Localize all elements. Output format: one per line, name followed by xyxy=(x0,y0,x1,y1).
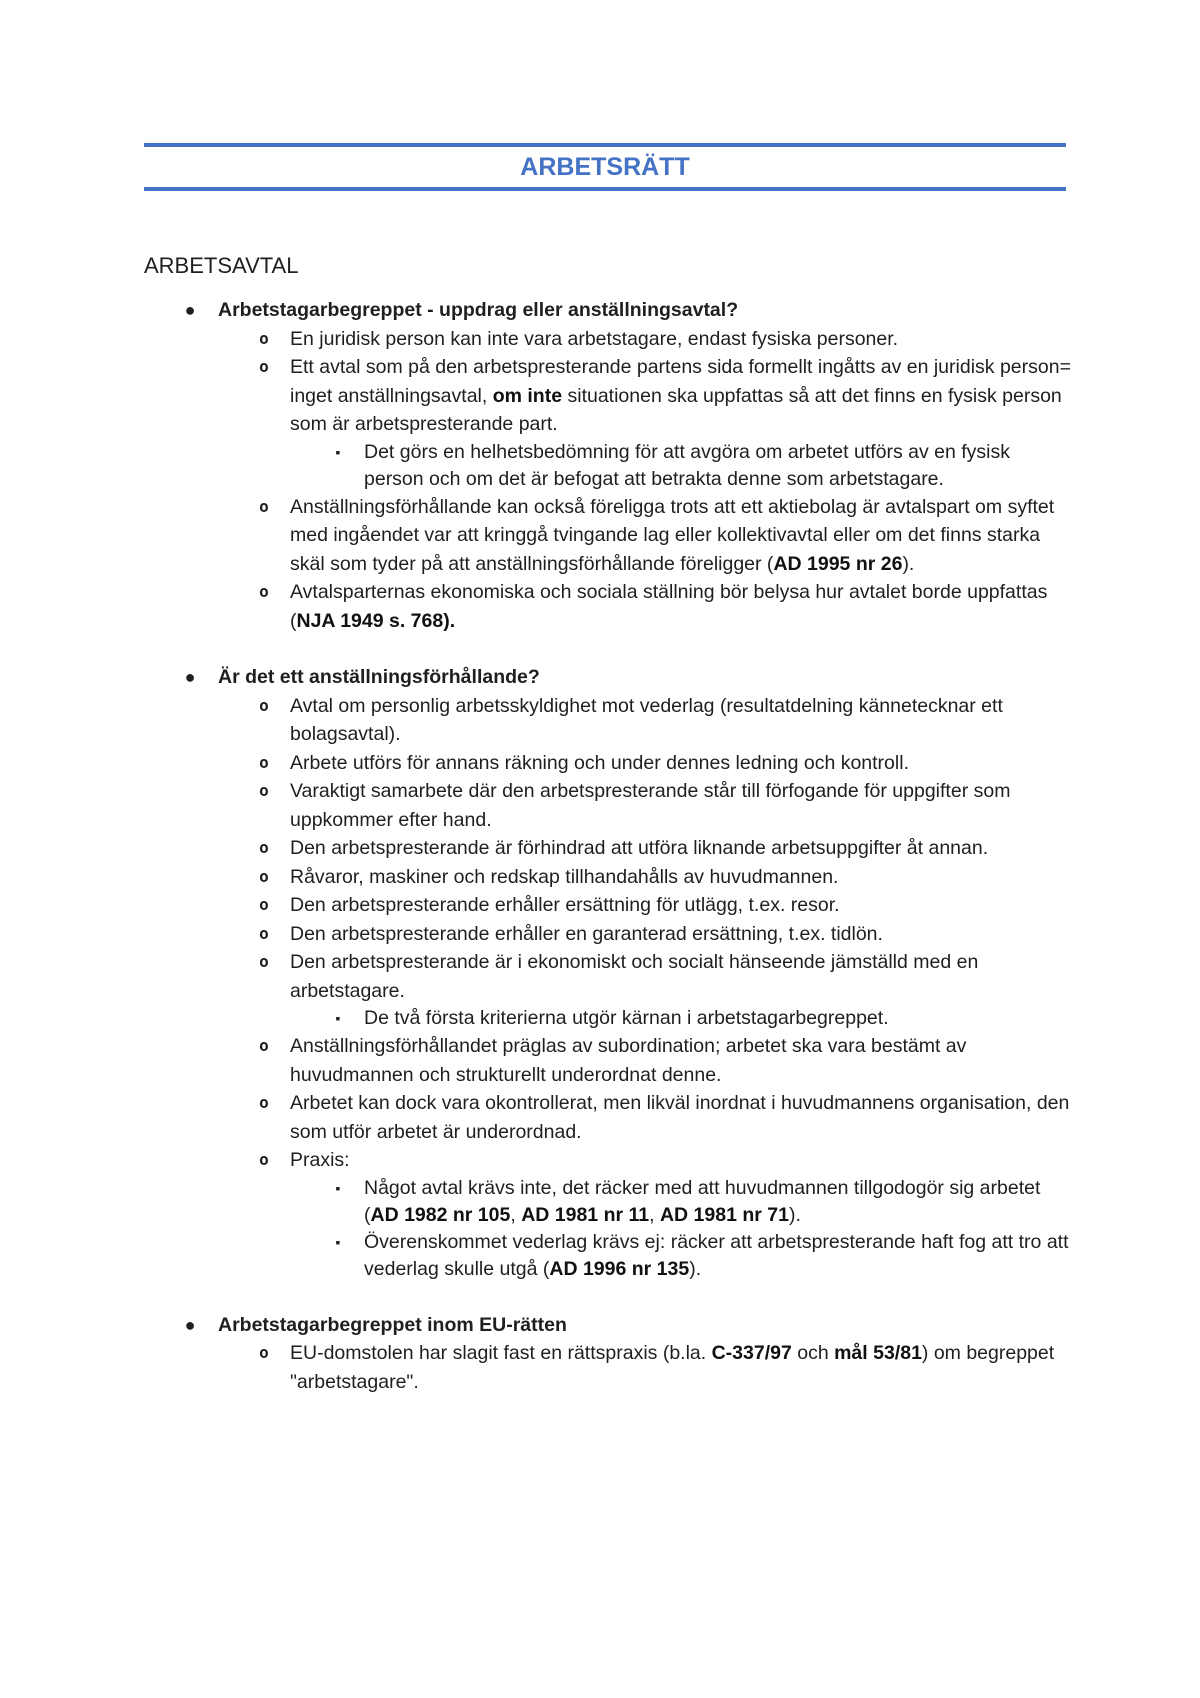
bold-reference: AD 1982 nr 105 xyxy=(370,1203,511,1226)
circle-bullet-icon: o xyxy=(259,752,269,772)
text-run: EU-domstolen har slagit fast en rättspraxis (b.la. xyxy=(290,1342,712,1364)
text-run: Ett avtal som på den arbetspresterande partens sida formellt ingåtts av en juridisk person= inget anställningsavtal, xyxy=(290,356,1071,407)
square-bullet-icon: ▪ xyxy=(335,443,341,460)
text-run: ). xyxy=(788,1203,801,1226)
text-run: och xyxy=(791,1342,835,1364)
text-run: Överenskommet vederlag krävs ej: räcker att arbetspresterande haft fog att tro att vederlag skulle utgå ( xyxy=(364,1230,1069,1280)
text-run: Varaktigt samarbete där den arbetspresterande står till förfogande för uppgifter som uppkommer efter hand. xyxy=(290,780,1011,831)
outline-section xyxy=(144,663,1074,1283)
square-bullet-icon: ▪ xyxy=(335,1233,341,1250)
text-run: Avtalsparternas ekonomiska och sociala ställning bör belysa hur avtalet borde uppfattas ( xyxy=(290,581,1048,632)
list-item xyxy=(144,749,1074,778)
bullet-dot-icon: ● xyxy=(184,1314,196,1335)
text-run: Den arbetspresterande är i ekonomiskt och socialt hänseende jämställd med en arbetstagare. xyxy=(290,951,979,1002)
text-run: Praxis: xyxy=(290,1149,350,1171)
bold-reference: om inte xyxy=(492,384,563,407)
list-item xyxy=(144,920,1074,949)
list-item xyxy=(144,1089,1074,1146)
bold-reference: NJA 1949 s. 768). xyxy=(296,609,456,632)
list-item xyxy=(144,353,1074,439)
text-run: Arbete utförs för annans räkning och under dennes ledning och kontroll. xyxy=(290,751,909,774)
bold-reference: C-337/97 xyxy=(711,1342,792,1364)
bold-reference: AD 1996 nr 135 xyxy=(549,1257,690,1280)
bullet-dot-icon: ● xyxy=(184,300,196,320)
document-title: ARBETSRÄTT xyxy=(520,153,690,181)
text-run: , xyxy=(649,1203,660,1226)
bullet-dot-icon: ● xyxy=(184,667,196,687)
text-run: Den arbetspresterande erhåller en garanterad ersättning, t.ex. tidlön. xyxy=(290,922,883,945)
list-item xyxy=(144,578,1074,635)
text-run: ). xyxy=(902,552,915,575)
bullet-heading xyxy=(144,1311,1074,1340)
bold-reference: AD 1981 nr 71 xyxy=(659,1203,789,1226)
bullet-heading-text: Arbetstagarbegreppet inom EU-rätten xyxy=(218,1313,567,1336)
circle-bullet-icon: o xyxy=(259,895,269,914)
circle-bullet-icon: o xyxy=(259,952,269,971)
text-run: ). xyxy=(689,1257,702,1280)
list-item xyxy=(144,834,1074,863)
square-bullet-icon: ▪ xyxy=(335,1010,341,1026)
circle-bullet-icon: o xyxy=(259,1093,269,1112)
bullet-heading xyxy=(144,663,1074,692)
text-run: Något avtal krävs inte, det räcker med att huvudmannen tillgodogör sig arbetet ( xyxy=(364,1176,1041,1226)
circle-bullet-icon: o xyxy=(259,781,269,800)
bullet-heading xyxy=(144,296,1074,325)
bullet-heading-text: Är det ett anställningsförhållande? xyxy=(218,666,540,688)
sub-list-item xyxy=(144,1229,1074,1283)
text-run: Det görs en helhetsbedömning för att avgöra om arbetet utförs av en fysisk person och om det är befogat att betrakta denne som arbetstagare. xyxy=(364,440,1011,490)
circle-bullet-icon: o xyxy=(259,357,269,376)
text-run: Anställningsförhållandet präglas av subordination; arbetet ska vara bestämt av huvudmannen och strukturellt underordnat denne. xyxy=(290,1035,967,1086)
sub-list-item xyxy=(144,1005,1074,1032)
document-body xyxy=(144,296,1074,1396)
section-heading: ARBETSAVTAL xyxy=(144,253,299,278)
circle-bullet-icon: o xyxy=(259,1036,269,1055)
list-item xyxy=(144,1146,1074,1175)
text-run: ) om begreppet "arbetstagare". xyxy=(290,1342,1055,1393)
list-item xyxy=(144,493,1074,579)
circle-bullet-icon: o xyxy=(259,1343,269,1362)
bullet-heading-text: Arbetstagarbegreppet - uppdrag eller anställningsavtal? xyxy=(218,299,739,321)
list-item xyxy=(144,948,1074,1005)
bold-reference: AD 1995 nr 26 xyxy=(773,552,903,575)
text-run: Råvaror, maskiner och redskap tillhandahålls av huvudmannen. xyxy=(290,865,839,888)
circle-bullet-icon: o xyxy=(259,695,269,715)
circle-bullet-icon: o xyxy=(259,1150,269,1169)
list-item xyxy=(144,863,1074,892)
outline-section xyxy=(144,296,1074,635)
outline-section xyxy=(144,1311,1074,1397)
circle-bullet-icon: o xyxy=(259,496,269,516)
bold-reference: mål 53/81 xyxy=(834,1342,922,1364)
text-run: Anställningsförhållande kan också föreligga trots att ett aktiebolag är avtalspart om syftet med ingåendet var att kringgå tvingande lag eller kollektivavtal eller om det finns starka skäl som tyder på att anställningsförhållande föreligger ( xyxy=(290,495,1055,575)
list-item xyxy=(144,891,1074,920)
circle-bullet-icon: o xyxy=(259,923,269,943)
circle-bullet-icon: o xyxy=(259,866,269,886)
text-run: Den arbetspresterande erhåller ersättning för utlägg, t.ex. resor. xyxy=(290,894,840,916)
list-item xyxy=(144,692,1074,749)
text-run: Arbetet kan dock vara okontrollerat, men likväl inordnat i huvudmannens organisation, den som utför arbetet är underordnad. xyxy=(290,1092,1070,1143)
bold-reference: AD 1981 nr 11 xyxy=(521,1203,650,1226)
list-item xyxy=(144,777,1074,834)
sub-list-item xyxy=(144,439,1074,493)
circle-bullet-icon: o xyxy=(259,838,269,857)
text-run: Avtal om personlig arbetsskyldighet mot vederlag (resultatdelning kännetecknar ett bolagsavtal). xyxy=(290,694,1003,745)
text-run: En juridisk person kan inte vara arbetstagare, endast fysiska personer. xyxy=(290,327,899,350)
text-run: , xyxy=(510,1203,522,1226)
square-bullet-icon: ▪ xyxy=(335,1179,341,1196)
list-item xyxy=(144,1339,1074,1396)
title-block xyxy=(144,143,1066,191)
text-run: situationen ska uppfattas så att det finns en fysisk person som är arbetspresterande part. xyxy=(290,384,1062,435)
circle-bullet-icon: o xyxy=(259,582,269,601)
title-rule-top xyxy=(144,143,1066,147)
title-rule-bottom xyxy=(144,187,1066,191)
text-run: Den arbetspresterande är förhindrad att utföra liknande arbetsuppgifter åt annan. xyxy=(290,837,989,859)
list-item xyxy=(144,1032,1074,1089)
text-run: De två första kriterierna utgör kärnan i arbetstagarbegreppet. xyxy=(364,1007,889,1029)
circle-bullet-icon: o xyxy=(259,328,269,348)
sub-list-item xyxy=(144,1175,1074,1229)
list-item xyxy=(144,325,1074,354)
